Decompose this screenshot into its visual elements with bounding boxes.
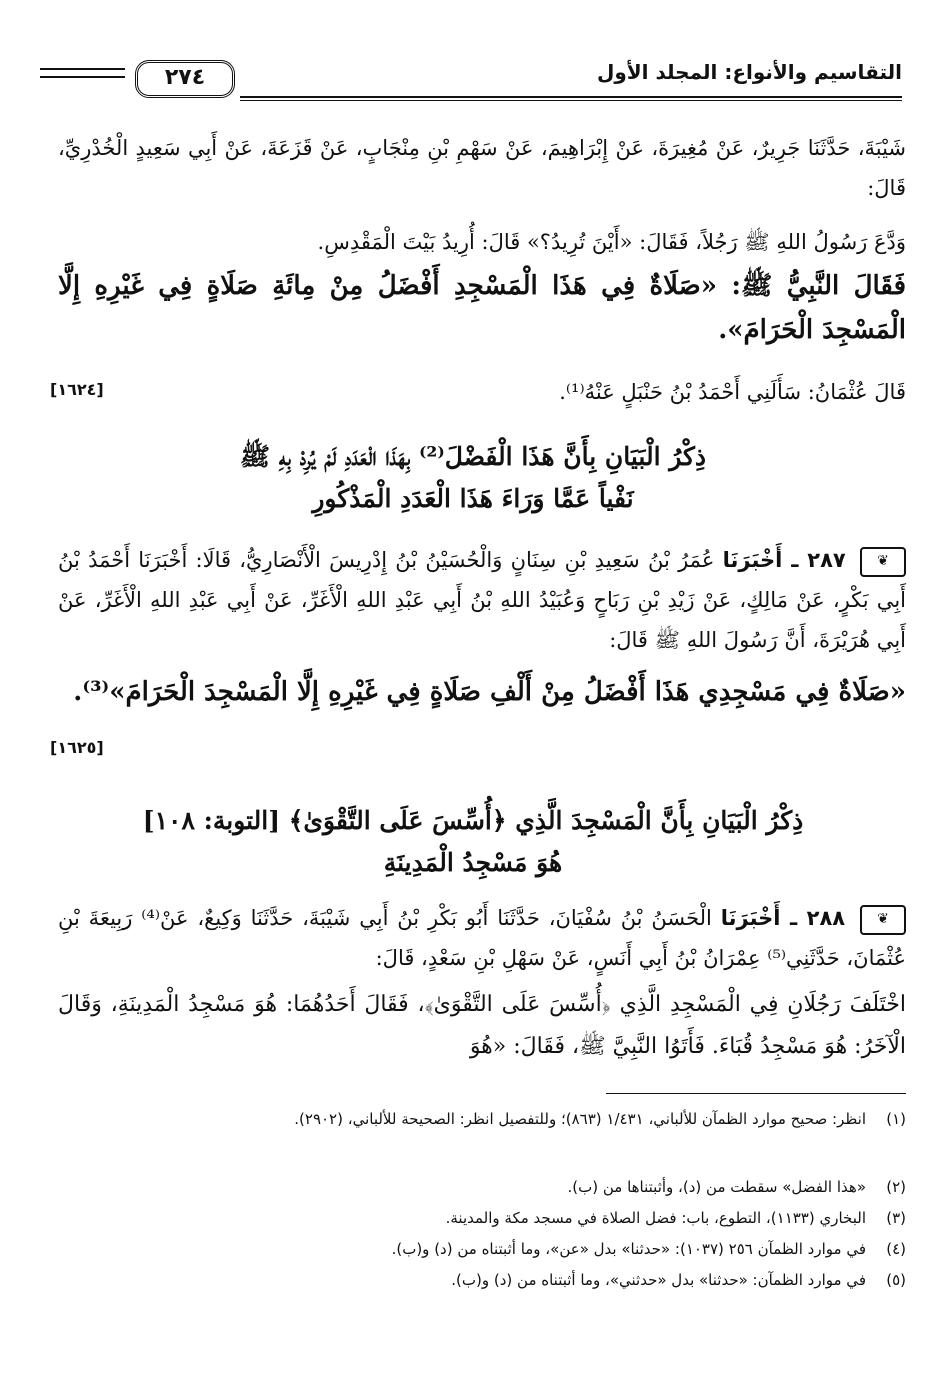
paragraph-isnad-continuation: شَيْبَةَ، حَدَّثَنَا جَرِيرٌ، عَنْ مُغِيرَةَ، عَنْ إِبْرَاهِيمَ، عَنْ سَهْمِ بْنِ مِنْجَابٍ، عَنْ قَزَعَةَ، عَنْ أَبِي سَعِيدٍ الْخُدْرِيِّ، قَالَ: xyxy=(58,136,906,200)
chapter-heading-1-line1: ذِكْرُ الْبَيَانِ بِأَنَّ هَذَا الْفَضْلَ⁽²⁾ بِهَذَا الْعَدَدِ لَمْ يُرِدْ بِهِ ﷺ xyxy=(239,442,707,471)
footnote-number: (٤) xyxy=(886,1240,906,1258)
footnote-number: (٢) xyxy=(886,1178,906,1196)
footnote-separator xyxy=(606,1093,906,1094)
hadith-288-isnad xyxy=(58,898,906,978)
paragraph-narration: وَدَّعَ رَسُولُ اللهِ ﷺ رَجُلاً، فَقَالَ: «أَيْنَ تُرِيدُ؟» قَالَ: أُرِيدُ بَيْتَ الْمَقْدِسِ. xyxy=(317,230,906,254)
footnote-text: «هذا الفضل» سقطت من (د)، وأثبتناها من (ب). xyxy=(567,1178,866,1196)
running-title: التقاسيم والأنواع: المجلد الأول xyxy=(596,60,902,84)
footnote-5 xyxy=(50,1269,906,1291)
chapter-heading-1 xyxy=(60,436,886,520)
page-header xyxy=(40,52,902,98)
hadith-ornament-icon: ❦ xyxy=(860,547,906,577)
paragraph-hadith-matn: فَقَالَ النَّبِيُّ ﷺ: «صَلَاةٌ فِي هَذَا الْمَسْجِدِ أَفْضَلُ مِنْ مِائَةِ صَلَاةٍ فِي غَيْرِهِ إِلَّا الْمَسْجِدَ الْحَرَامَ». xyxy=(58,271,906,345)
header-ornament-lines xyxy=(40,68,125,78)
footnote-4 xyxy=(50,1238,906,1260)
page-number: ٢٧٤ xyxy=(135,60,235,98)
footnote-text: انظر: صحيح موارد الظمآن للألباني، ١/٤٣١ (٨٦٣)؛ وللتفصيل انظر: الصحيحة للألباني، (٢٩٠٢). xyxy=(294,1110,866,1128)
chapter-heading-1-line2: نَفْياً عَمَّا وَرَاءَ هَذَا الْعَدَدِ الْمَذْكُورِ xyxy=(312,484,634,513)
footnote-1 xyxy=(50,1108,906,1130)
footnote-2 xyxy=(50,1176,906,1198)
hadith-ornament-icon: ❦ xyxy=(860,905,906,935)
footnote-text: البخاري (١١٣٣)، التطوع، باب: فضل الصلاة في مسجد مكة والمدينة. xyxy=(445,1209,866,1227)
footnote-text: في موارد الظمآن: «حدثنا» بدل «حدثني»، وما أثبتناه من (د) و(ب). xyxy=(451,1271,866,1289)
hadith-287-matn: «صَلَاةٌ فِي مَسْجِدِي هَذَا أَفْضَلُ مِنْ أَلْفِ صَلَاةٍ فِي غَيْرِهِ إِلَّا الْمَسْجِدَ الْحَرَامَ»⁽³⁾. xyxy=(73,677,906,707)
hadith-reference-1625: [١٦٢٥] xyxy=(50,738,104,757)
hadith-288-number: ٢٨٨ ـ أَخْبَرَنَا xyxy=(720,906,846,930)
hadith-288-matn: اخْتَلَفَ رَجُلَانِ فِي الْمَسْجِدِ الَّذِي ﴿أُسِّسَ عَلَى التَّقْوَىٰ﴾، فَقَالَ أَحَدُهُمَا: هُوَ مَسْجِدُ الْمَدِينَةِ، وَقَالَ الْآخَرُ: هُوَ مَسْجِدُ قُبَاءَ. فَأَتَوُا النَّبِيَّ ﷺ، فَقَالَ: «هُوَ xyxy=(58,992,906,1059)
hadith-reference-1624: [١٦٢٤] xyxy=(50,380,104,399)
header-rule-thin xyxy=(240,100,902,101)
footnote-3 xyxy=(50,1207,906,1229)
hadith-287-isnad xyxy=(58,540,906,660)
paragraph-uthman-note: قَالَ عُثْمَانُ: سَأَلَنِي أَحْمَدُ بْنُ حَنْبَلٍ عَنْهُ⁽¹⁾. xyxy=(559,380,906,404)
header-rule xyxy=(240,96,902,98)
hadith-287-number: ٢٨٧ ـ أَخْبَرَنَا xyxy=(722,548,846,572)
footnote-text: في موارد الظمآن ٢٥٦ (١٠٣٧): «حدثنا» بدل «عن»، وما أثبتناه من (د) و(ب). xyxy=(391,1240,866,1258)
chapter-heading-2-line2: هُوَ مَسْجِدُ الْمَدِينَةِ xyxy=(383,848,563,877)
chapter-heading-2 xyxy=(60,800,886,884)
footnote-number: (٣) xyxy=(886,1209,906,1227)
chapter-heading-2-line1: ذِكْرُ الْبَيَانِ بِأَنَّ الْمَسْجِدَ الَّذِي ﴿أُسِّسَ عَلَى التَّقْوَىٰ﴾ [التوبة: ١٠٨] xyxy=(142,806,804,835)
hadith-287-chain: عُمَرُ بْنُ سَعِيدِ بْنِ سِنَانٍ وَالْحُسَيْنُ بْنُ إِدْرِيسَ الْأَنْصَارِيُّ، قَالَا: أَخْبَرَنَا أَحْمَدُ بْنُ أَبِي بَكْرٍ، عَنْ مَالِكٍ، عَنْ زَيْدِ بْنِ رَبَاحٍ وَعُبَيْدُ اللهِ بْنُ أَبِي عَبْدِ اللهِ الْأَغَرِّ، عَنْ أَبِي عَبْدِ اللهِ الْأَغَرِّ، عَنْ أَبِي هُرَيْرَةَ، أَنَّ رَسُولَ اللهِ ﷺ قَالَ: xyxy=(58,548,906,652)
footnote-number: (١) xyxy=(886,1110,906,1128)
footnote-number: (٥) xyxy=(886,1271,906,1289)
hadith-288-chain: الْحَسَنُ بْنُ سُفْيَانَ، حَدَّثَنَا أَبُو بَكْرِ بْنُ أَبِي شَيْبَةَ، حَدَّثَنَا وَكِيعٌ، عَنْ⁽⁴⁾ رَبِيعَةَ بْنِ عُثْمَانَ، حَدَّثَنِي⁽⁵⁾ عِمْرَانُ بْنُ أَبِي أَنَسٍ، عَنْ سَهْلِ بْنِ سَعْدٍ، قَالَ: xyxy=(58,906,906,970)
